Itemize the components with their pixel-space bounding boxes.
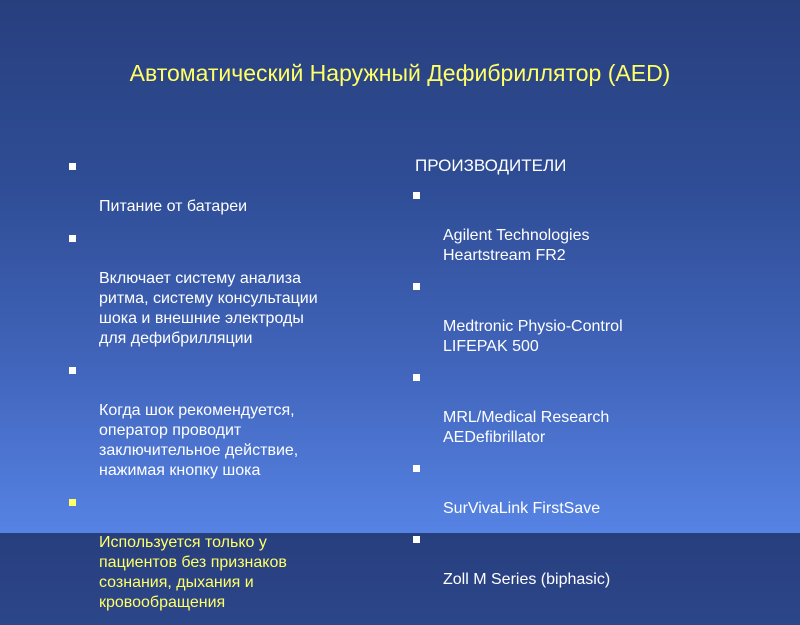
manufacturers-section bbox=[412, 155, 702, 601]
features-list-item bbox=[68, 229, 368, 349]
square-bullet-icon bbox=[69, 235, 76, 242]
manufacturers-list-item bbox=[412, 459, 702, 519]
manufacturers-heading: ПРОИЗВОДИТЕЛИ bbox=[415, 156, 567, 175]
manufacturers-list-item-text: Medtronic Physio-Control LIFEPAK 500 bbox=[443, 318, 623, 355]
manufacturers-list-item bbox=[412, 277, 702, 357]
features-list-item-highlighted bbox=[68, 493, 368, 613]
square-bullet-icon bbox=[69, 499, 76, 506]
square-bullet-icon bbox=[413, 192, 420, 199]
features-list bbox=[68, 157, 368, 625]
features-list-item bbox=[68, 157, 368, 217]
manufacturers-list-item-text: Zoll M Series (biphasic) bbox=[443, 571, 611, 588]
square-bullet-icon bbox=[69, 163, 76, 170]
slide-title: Автоматический Наружный Дефибриллятор (AED) bbox=[129, 60, 671, 86]
features-list-item bbox=[68, 361, 368, 481]
manufacturers-list-item-text: MRL/Medical Research AEDefibrillator bbox=[443, 409, 610, 446]
features-list-item-text: Включает систему анализа ритма, систему консультации шока и внешние электроды для дефибрилляции bbox=[99, 270, 318, 347]
square-bullet-icon bbox=[413, 465, 420, 472]
features-list-item-text: Питание от батареи bbox=[99, 198, 248, 215]
manufacturers-list-item bbox=[412, 530, 702, 590]
square-bullet-icon bbox=[413, 374, 420, 381]
manufacturers-list-item-text: SurVivaLink FirstSave bbox=[443, 500, 601, 517]
features-list-item-text: Когда шок рекомендуется, оператор проводит заключительное действие, нажимая кнопку шока bbox=[99, 402, 299, 479]
manufacturers-list-item-text: Agilent Technologies Heartstream FR2 bbox=[443, 227, 590, 264]
manufacturers-list-item bbox=[412, 186, 702, 266]
manufacturers-list bbox=[412, 186, 702, 590]
manufacturers-list-item bbox=[412, 368, 702, 448]
square-bullet-icon bbox=[413, 536, 420, 543]
features-list-item-text: Используется только у пациентов без признаков сознания, дыхания и кровообращения bbox=[99, 534, 287, 611]
square-bullet-icon bbox=[69, 367, 76, 374]
square-bullet-icon bbox=[413, 283, 420, 290]
